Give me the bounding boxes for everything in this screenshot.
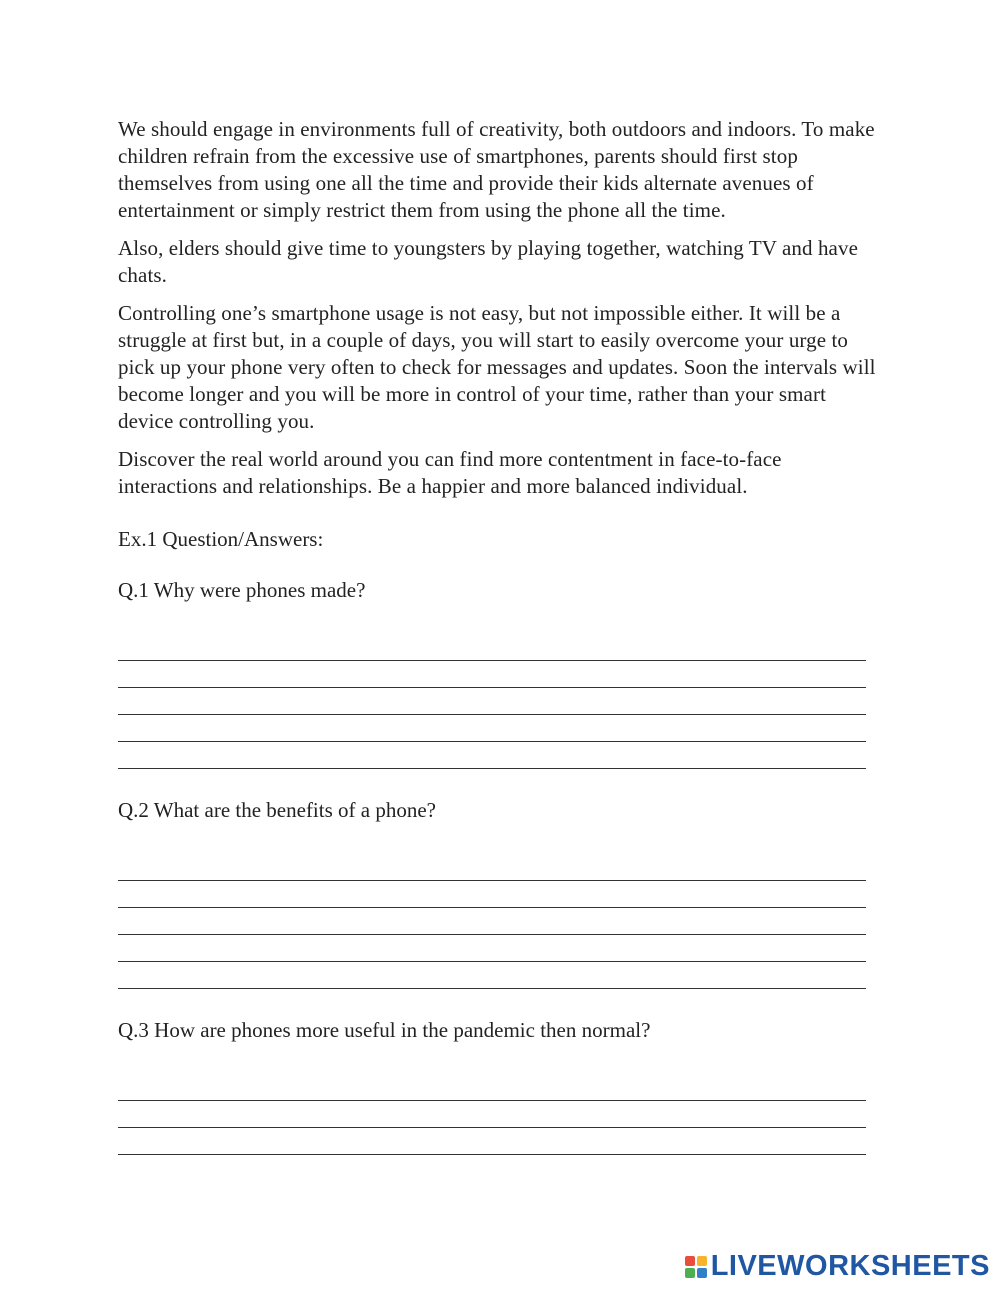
logo-block (685, 1256, 695, 1266)
worksheet-page (118, 116, 878, 1155)
exercise-label: Ex.1 Question/Answers: (118, 527, 324, 551)
liveworksheets-logo (685, 1252, 990, 1281)
answer-line[interactable] (118, 1128, 866, 1155)
answer-area-2[interactable] (118, 847, 878, 989)
logo-block (685, 1268, 695, 1278)
logo-text: LIVEWORKSHEETS (710, 1250, 990, 1282)
answer-line[interactable] (118, 908, 866, 935)
paragraph-2: Also, elders should give time to youngsters by playing together, watching TV and have chats. (118, 236, 859, 287)
answer-line[interactable] (118, 688, 866, 715)
question-2: Q.2 What are the benefits of a phone? (118, 798, 436, 822)
logo-block (697, 1268, 707, 1278)
answer-area-1[interactable] (118, 627, 878, 769)
answer-line[interactable] (118, 1067, 866, 1101)
logo-block (697, 1256, 707, 1266)
answer-area-3[interactable] (118, 1067, 878, 1155)
answer-line[interactable] (118, 847, 866, 881)
answer-line[interactable] (118, 627, 866, 661)
answer-line[interactable] (118, 881, 866, 908)
paragraph-1: We should engage in environments full of creativity, both outdoors and indoors. To make children refrain from the excessive use of smartphones, parents should first stop themselves from using one all the time and provide their kids alternate avenues of entertainment or simply restrict them from using the phone all the time. (118, 117, 875, 222)
logo-blocks-icon (685, 1256, 707, 1278)
answer-line[interactable] (118, 742, 866, 769)
answer-line[interactable] (118, 1101, 866, 1128)
question-1: Q.1 Why were phones made? (118, 578, 366, 602)
answer-line[interactable] (118, 962, 866, 989)
question-3: Q.3 How are phones more useful in the pandemic then normal? (118, 1018, 651, 1042)
paragraph-3: Controlling one’s smartphone usage is not easy, but not impossible either. It will be a struggle at first but, in a couple of days, you will start to easily overcome your urge to pick up your phone very often to check for messages and updates. Soon the intervals will become longer and you will be more in control of your time, rather than your smart device controlling you. (118, 301, 876, 433)
paragraph-4: Discover the real world around you can find more contentment in face-to-face interactions and relationships. Be a happier and more balanced individual. (118, 447, 782, 498)
answer-line[interactable] (118, 715, 866, 742)
answer-line[interactable] (118, 935, 866, 962)
answer-line[interactable] (118, 661, 866, 688)
